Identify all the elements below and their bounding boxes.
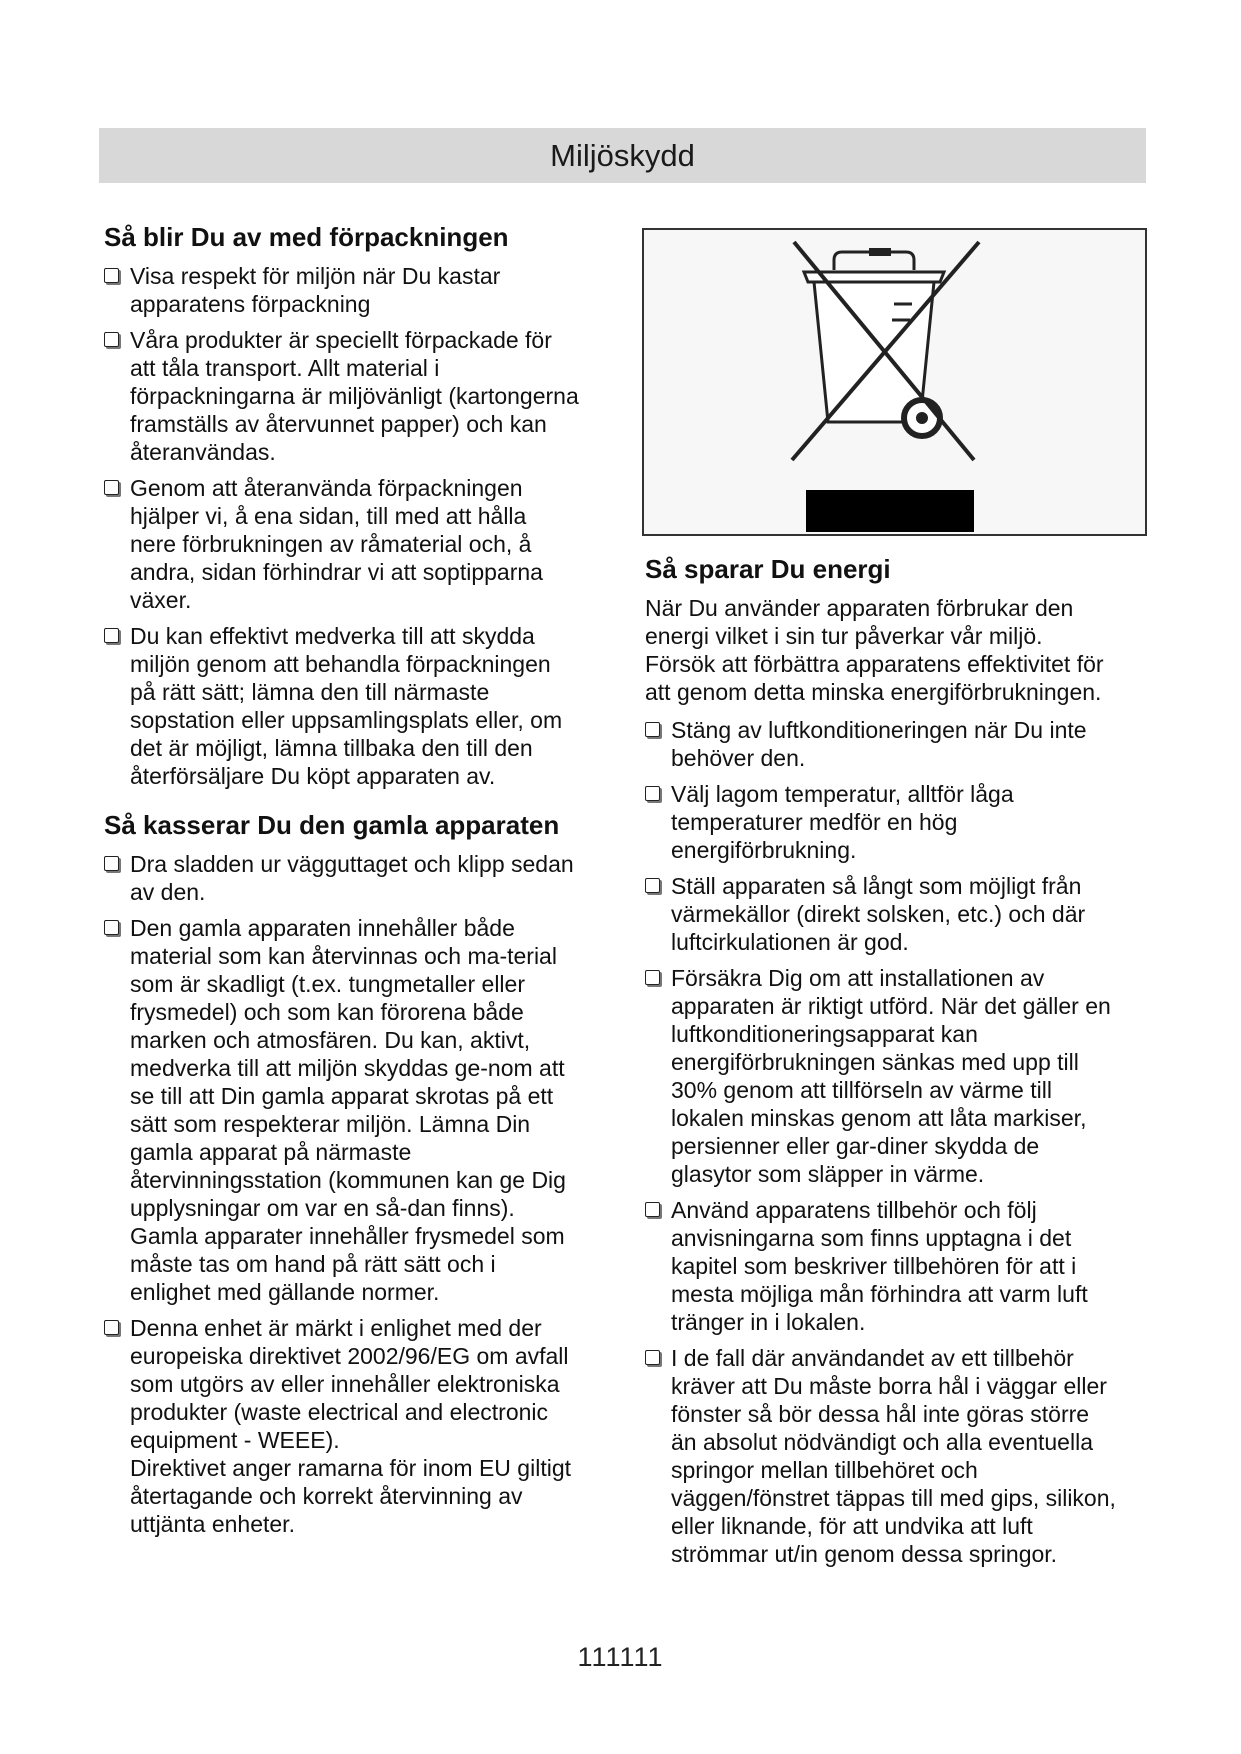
list-item-line: se till att Din gamla apparat skrotas på ett: [130, 1083, 554, 1109]
list-item-line: Den gamla apparaten innehåller både: [130, 915, 515, 941]
list-item-line: att tåla transport. Allt material i: [130, 355, 440, 381]
list-item-line: upplysningar om var en så-dan finns).: [130, 1195, 515, 1221]
list-item-line: som utgörs av eller innehåller elektroniska: [130, 1371, 560, 1397]
list-item-line: fönster så bör dessa hål inte göras större: [671, 1401, 1090, 1427]
list-item-line: energiförbrukningen sänkas med upp till: [671, 1049, 1079, 1075]
checkbox-bullet-icon: [645, 722, 660, 737]
list-item-line: produkter (waste electrical and electronic: [130, 1399, 549, 1425]
list-item-line: sopstation eller uppsamlingsplats eller, om: [130, 707, 563, 733]
intro-line: energi vilket i sin tur påverkar vår miljö.: [645, 623, 1043, 649]
checkbox-bullet-icon: [104, 268, 119, 283]
list-item-line: Visa respekt för miljön när Du kastar: [130, 263, 501, 289]
list-item-line: kräver att Du måste borra hål i väggar eller: [671, 1373, 1107, 1399]
list-item-line: värmekällor (direkt solsken, etc.) och där: [671, 901, 1086, 927]
list-item-line: material som kan återvinnas och ma-terial: [130, 943, 557, 969]
list-item-line: uttjänta enheter.: [130, 1511, 295, 1537]
disposal-list: [104, 850, 604, 1538]
list-item-line: Ställ apparaten så långt som möjligt från: [671, 873, 1082, 899]
list-item: [104, 622, 604, 790]
list-item-line: frysmedel) och som kan förorena både: [130, 999, 524, 1025]
section-heading-disposal: Så kasserar Du den gamla apparaten: [104, 810, 560, 840]
list-item-line: luftkonditioneringsapparat kan: [671, 1021, 978, 1047]
checkbox-bullet-icon: [104, 920, 119, 935]
list-item-line: Dra sladden ur vägguttaget och klipp sedan: [130, 851, 574, 877]
list-item-line: persienner eller gar-diner skydda de: [671, 1133, 1040, 1159]
list-item-line: Direktivet anger ramarna för inom EU giltigt: [130, 1455, 571, 1481]
list-item-line: på rätt sätt; lämna den till närmaste: [130, 679, 490, 705]
intro-line: att genom detta minska energiförbrukningen.: [645, 679, 1102, 705]
list-item: [104, 850, 604, 906]
list-item-line: Försäkra Dig om att installationen av: [671, 965, 1045, 991]
list-item-line: än absolut nödvändigt och alla eventuella: [671, 1429, 1093, 1455]
left-column: [104, 220, 604, 1546]
list-item-line: lokalen minskas genom att låta markiser,: [671, 1105, 1087, 1131]
list-item-line: enlighet med gällande normer.: [130, 1279, 440, 1305]
list-item-line: Våra produkter är speciellt förpackade för: [130, 327, 552, 353]
list-item-line: equipment - WEEE).: [130, 1427, 340, 1453]
list-item-line: 30% genom att tillförseln av värme till: [671, 1077, 1052, 1103]
list-item-line: apparatens förpackning: [130, 291, 371, 317]
packaging-list: [104, 262, 604, 790]
list-item-line: eller liknande, för att undvika att luft: [671, 1513, 1033, 1539]
list-item: [104, 474, 604, 614]
checkbox-bullet-icon: [104, 1320, 119, 1335]
page-title: Miljöskydd: [99, 128, 1146, 183]
list-item-line: I de fall där användandet av ett tillbehör: [671, 1345, 1074, 1371]
list-item-line: luftcirkulationen är god.: [671, 929, 909, 955]
list-item-line: återvinningsstation (kommunen kan ge Dig: [130, 1167, 566, 1193]
list-item-line: tränger in i lokalen.: [671, 1309, 866, 1335]
page-number: 111111: [577, 1642, 664, 1672]
checkbox-bullet-icon: [645, 970, 660, 985]
list-item-line: måste tas om hand på rätt sätt och i: [130, 1251, 496, 1277]
list-item: [645, 872, 1145, 956]
list-item-line: kapitel som beskriver tillbehören för att i: [671, 1253, 1077, 1279]
list-item-line: Genom att återanvända förpackningen: [130, 475, 523, 501]
list-item: [645, 1196, 1145, 1336]
list-item-line: Använd apparatens tillbehör och följ: [671, 1197, 1037, 1223]
list-item-line: Denna enhet är märkt i enlighet med der: [130, 1315, 542, 1341]
list-item-line: återtagande och korrekt återvinning av: [130, 1483, 523, 1509]
list-item-line: behöver den.: [671, 745, 806, 771]
disposal-section: [104, 808, 604, 1538]
checkbox-bullet-icon: [645, 1350, 660, 1365]
checkbox-bullet-icon: [104, 480, 119, 495]
list-item-line: apparaten är riktigt utförd. När det gäller en: [671, 993, 1111, 1019]
list-item-line: av den.: [130, 879, 206, 905]
intro-line: Försök att förbättra apparatens effektivitet för: [645, 651, 1104, 677]
list-item-line: Stäng av luftkonditioneringen när Du inte: [671, 717, 1087, 743]
list-item-line: temperaturer medför en hög: [671, 809, 958, 835]
list-item-line: mesta möjliga mån förhindra att varm luft: [671, 1281, 1088, 1307]
list-item-line: som är skadligt (t.ex. tungmetaller eller: [130, 971, 525, 997]
list-item: [645, 964, 1145, 1188]
list-item-line: sätt som respekterar miljön. Lämna Din: [130, 1111, 531, 1137]
list-item-line: återanvändas.: [130, 439, 276, 465]
section-heading-packaging: Så blir Du av med förpackningen: [104, 222, 509, 252]
list-item-line: Gamla apparater innehåller frysmedel som: [130, 1223, 565, 1249]
checkbox-bullet-icon: [645, 786, 660, 801]
section-heading-energy: Så sparar Du energi: [645, 554, 891, 584]
list-item-line: förpackningarna är miljövänligt (kartongerna: [130, 383, 579, 409]
list-item-line: springor mellan tillbehöret och: [671, 1457, 978, 1483]
intro-line: När Du använder apparaten förbrukar den: [645, 595, 1074, 621]
checkbox-bullet-icon: [104, 856, 119, 871]
list-item-line: Du kan effektivt medverka till att skydda: [130, 623, 535, 649]
list-item-line: nere förbrukningen av råmaterial och, å: [130, 531, 532, 557]
list-item-line: växer.: [130, 587, 192, 613]
weee-symbol-image: [642, 228, 1147, 536]
list-item-line: hjälper vi, å ena sidan, till med att hålla: [130, 503, 527, 529]
list-item-line: marken och atmosfären. Du kan, aktivt,: [130, 1027, 531, 1053]
energy-list: [645, 716, 1145, 1568]
list-item-line: medverka till att miljön skyddas ge-nom att: [130, 1055, 565, 1081]
list-item: [104, 326, 604, 466]
list-item-line: det är möjligt, lämna tillbaka den till den: [130, 735, 533, 761]
list-item: [104, 262, 604, 318]
list-item-line: glasytor som släpper in värme.: [671, 1161, 985, 1187]
list-item-line: återförsäljare Du köpt apparaten av.: [130, 763, 496, 789]
checkbox-bullet-icon: [645, 1202, 660, 1217]
energy-intro: [645, 594, 1145, 706]
list-item-line: miljön genom att behandla förpackningen: [130, 651, 551, 677]
list-item-line: gamla apparat på närmaste: [130, 1139, 412, 1165]
crossed-out-wheelie-bin-icon: [644, 230, 1149, 538]
list-item: [645, 780, 1145, 864]
checkbox-bullet-icon: [645, 878, 660, 893]
checkbox-bullet-icon: [104, 628, 119, 643]
list-item: [645, 716, 1145, 772]
list-item-line: anvisningarna som finns upptagna i det: [671, 1225, 1072, 1251]
list-item: [645, 1344, 1145, 1568]
list-item: [104, 914, 604, 1306]
list-item-line: framställs av återvunnet papper) och kan: [130, 411, 547, 437]
checkbox-bullet-icon: [104, 332, 119, 347]
energy-section: [645, 552, 1145, 1576]
list-item: [104, 1314, 604, 1538]
list-item-line: energiförbrukning.: [671, 837, 857, 863]
list-item-line: väggen/fönstret täppas till med gips, silikon,: [671, 1485, 1116, 1511]
list-item-line: Välj lagom temperatur, alltför låga: [671, 781, 1014, 807]
list-item-line: andra, sidan förhindrar vi att soptipparna: [130, 559, 543, 585]
list-item-line: strömmar ut/in genom dessa springor.: [671, 1541, 1058, 1567]
list-item-line: europeiska direktivet 2002/96/EG om avfall: [130, 1343, 569, 1369]
